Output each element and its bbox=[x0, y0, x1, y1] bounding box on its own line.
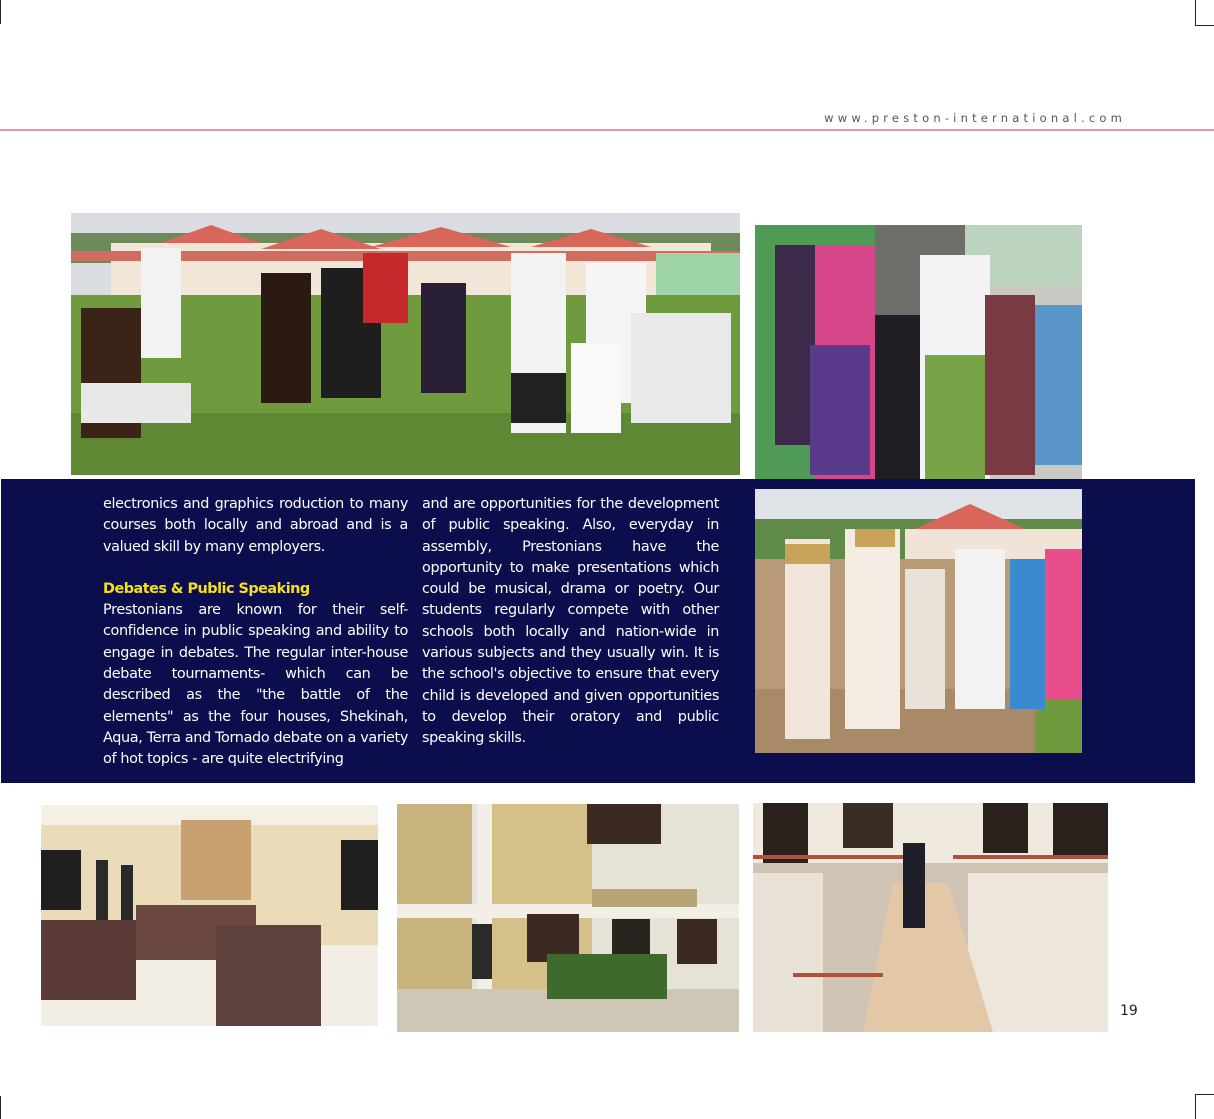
debate-paragraph: Prestonians are known for their self-confidence in public speaking and ability to engage in debates. The regular inter-house debate tournaments- which can be described as the "the battle of the elements" as the four houses, Shekinah, Aqua, Terra and Tornado debate on a variety of hot topics - are quite electrifying bbox=[103, 602, 409, 768]
crop-mark-bottom-right-vertical bbox=[1195, 1094, 1196, 1119]
website-url: www.preston-international.com bbox=[824, 111, 1126, 125]
crop-mark-top-left bbox=[0, 0, 1, 24]
photo-indoor-drama bbox=[755, 225, 1082, 487]
photo-stairwell bbox=[753, 803, 1108, 1032]
photo-lounge-interior bbox=[41, 805, 378, 1026]
crop-mark-top-right-vertical bbox=[1195, 0, 1196, 26]
header-rule bbox=[0, 129, 1214, 131]
section-heading: Debates & Public Speaking bbox=[103, 580, 310, 597]
photo-cultural-procession bbox=[755, 489, 1082, 753]
page-number: 19 bbox=[1120, 1003, 1138, 1019]
photo-building-exterior bbox=[397, 804, 739, 1032]
crop-mark-bottom-right-horizontal bbox=[1195, 1094, 1214, 1095]
crop-mark-top-right-horizontal bbox=[1195, 25, 1214, 26]
text-column-1 bbox=[103, 494, 408, 771]
photo-outdoor-performance bbox=[71, 213, 740, 475]
text-column-2 bbox=[422, 494, 719, 750]
intro-paragraph: electronics and graphics roduction to many courses both locally and abroad and is a valued skill by many employers. bbox=[103, 496, 408, 555]
public-speaking-paragraph: and are opportunities for the development of public speaking. Also, everyday in assembly, Prestonians have the opportunity to make presentations which could be musical, drama or poetry. Our students regularly compete with other schools both locally and nation-wide in various subjects and they usually win. It is the school's objective to ensure that every child is developed and given opportunities to develop their oratory and public speaking skills. bbox=[422, 496, 719, 747]
crop-mark-bottom-left bbox=[0, 1096, 1, 1119]
